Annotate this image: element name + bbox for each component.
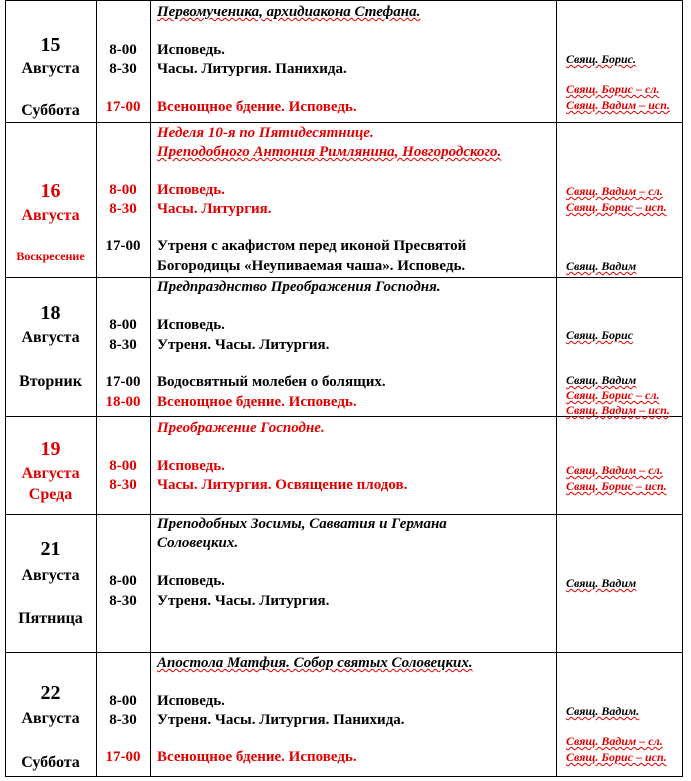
service-cell: [150, 416, 556, 514]
table-row: [5, 122, 683, 277]
clergy-name: Свящ. Борис – сл.: [566, 388, 660, 402]
service-name: Часы. Литургия. Панихида.: [157, 61, 347, 77]
service-name: Часы. Литургия.: [157, 201, 272, 217]
feast-title: Предпразднство Преображения Господня.: [157, 279, 441, 295]
clergy-cell: [556, 0, 683, 122]
weekday-label: Вторник: [19, 373, 82, 390]
service-name: Утреня. Часы. Литургия.: [157, 593, 330, 609]
weekday-label: Воскресение: [16, 249, 85, 263]
clergy-name: Свящ. Вадим – исп.: [566, 403, 670, 417]
table-row: [5, 416, 683, 514]
feast-title: Апостола Матфия. Собор святых Соловецких.: [157, 655, 473, 671]
feast-title: Преподобных Зосимы, Савватия и Германа: [157, 516, 447, 532]
service-cell: [150, 652, 556, 776]
service-time: 8-30: [109, 337, 137, 353]
service-time: 8-00: [109, 42, 137, 58]
service-name: Богородицы «Неупиваемая чаша». Исповедь.: [157, 258, 466, 274]
clergy-name: Свящ. Вадим.: [566, 704, 640, 718]
service-time: 17-00: [105, 374, 141, 390]
month-label: Августа: [21, 207, 80, 224]
service-time: 8-30: [109, 61, 137, 77]
day-number: 16: [40, 180, 61, 202]
day-number: 22: [40, 682, 61, 704]
service-time: 18-00: [105, 394, 141, 410]
feast-title: Неделя 10-я по Пятидесятнице.: [157, 125, 374, 141]
clergy-name: Свящ. Борис.: [566, 52, 637, 66]
time-cell: [96, 277, 150, 416]
feast-title: Преображение Господне.: [157, 420, 325, 436]
service-time: 17-00: [105, 749, 141, 765]
feast-title: Первомученика, архидиакона Стефана.: [157, 4, 421, 20]
feast-title: Преподобного Антония Римлянина, Новгородского.: [157, 144, 502, 160]
time-cell: [96, 122, 150, 277]
service-time: 8-00: [109, 573, 137, 589]
table-row: [5, 652, 683, 776]
clergy-name: Свящ. Борис – исп.: [566, 479, 667, 493]
table-border-bottom: [5, 776, 683, 777]
service-name: Исповедь.: [157, 182, 225, 198]
month-label: Августа: [21, 710, 80, 727]
schedule-table: [5, 0, 683, 777]
clergy-cell: [556, 652, 683, 776]
service-cell: [150, 277, 556, 416]
date-cell: [5, 0, 96, 122]
weekday-label: Суббота: [21, 102, 80, 119]
clergy-name: Свящ. Вадим: [566, 373, 637, 387]
month-label: Августа: [21, 60, 80, 77]
table-row: [5, 0, 683, 122]
clergy-name: Свящ. Борис – сл.: [566, 82, 660, 96]
time-cell: [96, 652, 150, 776]
clergy-name: Свящ. Вадим – сл.: [566, 463, 663, 477]
service-name: Утреня с акафистом перед иконой Пресвятой: [157, 238, 467, 254]
month-label: Августа: [21, 465, 80, 482]
clergy-name: Свящ. Вадим – сл.: [566, 184, 663, 198]
service-time: 17-00: [105, 238, 141, 254]
service-name: Исповедь.: [157, 42, 225, 58]
clergy-cell: [556, 514, 683, 652]
table-row: [5, 514, 683, 652]
service-name: Утреня. Часы. Литургия. Панихида.: [157, 712, 405, 728]
service-time: 8-30: [109, 201, 137, 217]
service-cell: [150, 514, 556, 652]
clergy-cell: [556, 416, 683, 514]
service-name: Всенощное бдение. Исповедь.: [157, 394, 357, 410]
clergy-name: Свящ. Вадим – сл.: [566, 734, 663, 748]
service-name: Всенощное бдение. Исповедь.: [157, 749, 357, 765]
weekday-label: Суббота: [21, 754, 80, 771]
service-cell: [150, 122, 556, 277]
service-time: 8-30: [109, 477, 137, 493]
clergy-name: Свящ. Вадим: [566, 576, 637, 590]
service-name: Часы. Литургия. Освящение плодов.: [157, 477, 408, 493]
clergy-name: Свящ. Борис: [566, 328, 634, 342]
date-cell: [5, 122, 96, 277]
feast-title: Соловецких.: [157, 535, 239, 551]
service-time: 8-00: [109, 693, 137, 709]
time-cell: [96, 514, 150, 652]
month-label: Августа: [21, 567, 80, 584]
service-name: Утреня. Часы. Литургия.: [157, 337, 330, 353]
time-cell: [96, 416, 150, 514]
clergy-name: Свящ. Вадим: [566, 259, 637, 273]
weekday-label: Среда: [28, 486, 73, 503]
clergy-name: Свящ. Борис – исп.: [566, 750, 667, 764]
clergy-name: Свящ. Борис – исп.: [566, 200, 667, 214]
clergy-cell: [556, 122, 683, 277]
service-name: Всенощное бдение. Исповедь.: [157, 99, 357, 115]
service-time: 8-00: [109, 458, 137, 474]
service-cell: [150, 0, 556, 122]
service-time: 17-00: [105, 99, 141, 115]
month-label: Августа: [21, 329, 80, 346]
date-cell: [5, 652, 96, 776]
clergy-cell: [556, 277, 683, 416]
date-cell: [5, 416, 96, 514]
day-number: 18: [40, 302, 61, 324]
service-time: 8-30: [109, 593, 137, 609]
service-name: Исповедь.: [157, 317, 225, 333]
service-name: Исповедь.: [157, 573, 225, 589]
service-time: 8-00: [109, 182, 137, 198]
service-name: Исповедь.: [157, 458, 225, 474]
day-number: 21: [40, 538, 61, 560]
day-number: 15: [40, 34, 61, 56]
service-name: Водосвятный молебен о болящих.: [157, 374, 386, 390]
service-time: 8-30: [109, 712, 137, 728]
weekday-label: Пятница: [18, 610, 83, 627]
service-name: Исповедь.: [157, 693, 225, 709]
date-cell: [5, 514, 96, 652]
day-number: 19: [40, 438, 61, 460]
time-cell: [96, 0, 150, 122]
clergy-name: Свящ. Вадим – исп.: [566, 98, 670, 112]
service-time: 8-00: [109, 317, 137, 333]
date-cell: [5, 277, 96, 416]
table-row: [5, 277, 683, 416]
